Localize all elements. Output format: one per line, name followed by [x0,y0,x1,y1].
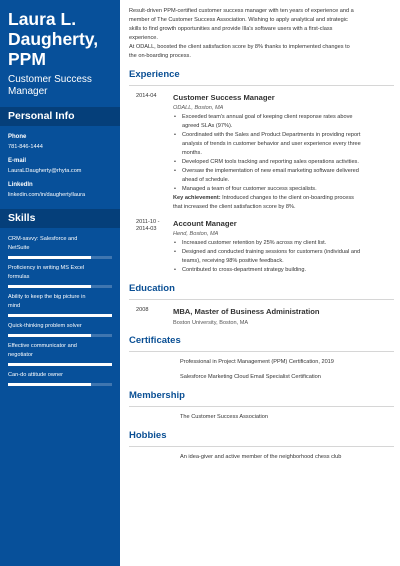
list-item: • Exceeded team's annual goal of keeping client response rates above agreed SLAs (97%). [173,113,394,131]
entry-date: 2008 [136,307,149,313]
education-entry [129,307,394,327]
skill-label: Proficiency in writing MS Excel formulas [8,265,85,280]
skill-level-bar [8,334,112,337]
skill-item [8,264,112,288]
certificate-item: Professional in Project Management (PPM) Certification, 2019 [180,359,334,365]
experience-heading: Experience [129,69,394,86]
skill-level-bar [8,285,112,288]
skill-label: Quick-thinking problem solver [8,323,82,329]
phone-value: 781-846-1444 [8,144,43,150]
experience-entry [129,219,394,275]
skill-level-fill [8,334,91,337]
skill-level-fill [8,363,112,366]
key-achievement: Key achievement: Introduced changes to the client on-boarding process that increased the client satisfaction score by 8%. [173,195,354,210]
list-item: • Contributed to cross-department strategy building. [173,266,394,275]
skill-level-fill [8,314,112,317]
skill-item [8,342,112,366]
skill-item [8,293,112,317]
linkedin-label: LinkedIn [8,182,33,188]
certificates-heading: Certificates [129,335,394,352]
summary: Result-driven PPM-certified customer success manager with ten years of experience and a member of The Customer Success Association. Wishing to apply analytical and strategic skills to find growth opportunities and provide Illa's software users with a first-class experience. At ODALL, boosted the client satisfaction score by 8% thanks to implemented changes to the on-boarding process. [129,8,354,59]
entry-date: 2014-04 [136,93,157,99]
certificate-item: Salesforce Marketing Cloud Email Specialist Certification [180,374,321,380]
job-role: Account Manager [173,219,237,228]
education-heading: Education [129,283,394,300]
candidate-name: Laura L. Daugherty, PPM [8,9,99,69]
list-item: • Developed CRM tools tracking and reporting sales operations activities. [173,158,394,167]
skills-list [0,228,120,386]
job-bullets [173,113,394,194]
hobbies-heading: Hobbies [129,430,394,447]
skill-level-bar [8,256,112,259]
linkedin-value: linkedin.com/in/daughertyllaura [8,192,86,198]
skill-item [8,322,112,337]
contact-details [0,126,120,199]
email-value: LauraLDaugherty@rhyta.com [8,168,82,174]
skill-label: Ability to keep the big picture in mind [8,294,86,309]
skill-level-bar [8,314,112,317]
skill-label: Can-do attitude owner [8,372,64,378]
main-content [121,0,400,566]
school: Boston University, Boston, MA [173,320,249,326]
skill-level-bar [8,363,112,366]
skill-level-fill [8,256,91,259]
email-label: E-mail [8,158,27,164]
skill-label: Effective communicator and negotiator [8,343,77,358]
membership-item: The Customer Success Association [180,414,268,420]
phone-label: Phone [8,134,27,140]
degree: MBA, Master of Business Administration [173,307,320,316]
list-item: • Oversaw the implementation of new email marketing software delivered ahead of schedule. [173,167,394,185]
list-item: • Coordinated with the Sales and Product Departments in providing report analysis of trends in customer behavior and user experience every three months. [173,131,394,158]
skill-level-fill [8,383,91,386]
sidebar [0,0,120,566]
skills-heading: Skills [0,209,120,228]
membership-heading: Membership [129,390,394,407]
job-role: Customer Success Manager [173,93,275,102]
personal-info-heading: Personal Info [0,107,120,126]
skill-label: CRM-savvy: Salesforce and NetSuite [8,236,78,251]
list-item: • Designed and conducted training sessions for customers (individual and teams), receiving 98% positive feedback. [173,248,394,266]
skill-item [8,235,112,259]
list-item: • Increased customer retention by 25% across my client list. [173,239,394,248]
job-organization: ODALL, Boston, MA [173,105,224,111]
skill-item [8,371,112,386]
skill-level-bar [8,383,112,386]
hobby-item: An idea-giver and active member of the neighborhood chess club [180,454,342,460]
entry-date: 2011-10 - 2014-03 [136,219,160,232]
experience-entry [129,93,394,212]
skill-level-fill [8,285,91,288]
job-organization: Hend, Boston, MA [173,231,219,237]
job-bullets [173,239,394,275]
list-item: • Managed a team of four customer success specialists. [173,185,394,194]
candidate-job-title: Customer Success Manager [8,74,92,97]
